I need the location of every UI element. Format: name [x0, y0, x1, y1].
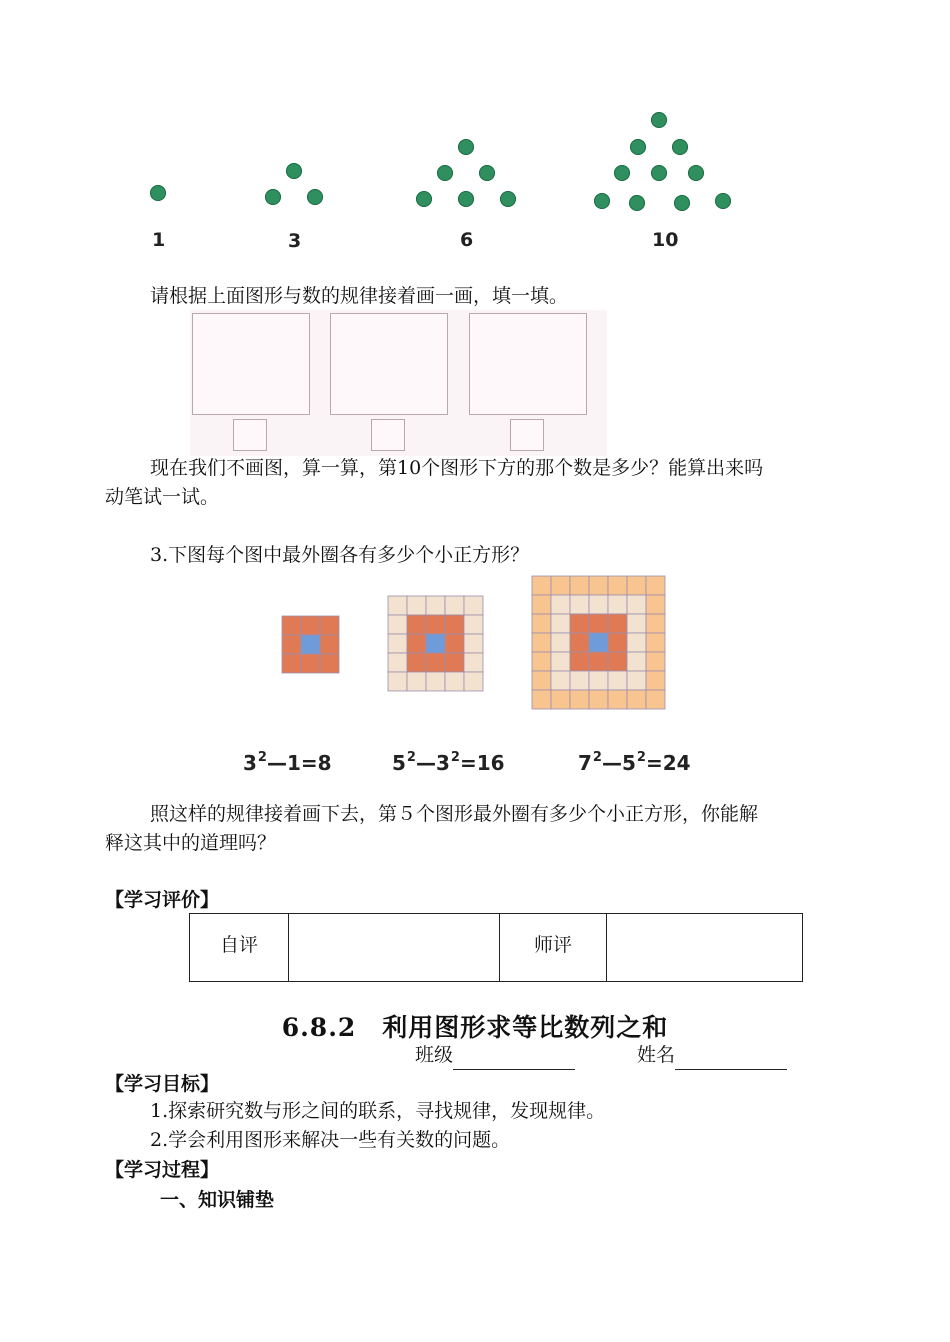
grid-cell [589, 576, 608, 595]
grid-cell [464, 653, 483, 672]
question-3: 3.下图每个图中最外圈各有多少个小正方形？ [150, 544, 530, 566]
grid-cell [608, 652, 627, 671]
dot [688, 165, 704, 181]
minus-sign: — [266, 751, 287, 775]
drawing-area[interactable] [190, 310, 607, 456]
self-eval-field[interactable] [289, 914, 500, 982]
grid-cell [589, 652, 608, 671]
dot [672, 139, 688, 155]
grid-cell [551, 576, 570, 595]
grid-cell [407, 596, 426, 615]
class-label: 班级 [415, 1044, 454, 1066]
teacher-eval-field[interactable] [607, 914, 803, 982]
dot [715, 193, 731, 209]
goals-heading: 【学习目标】 [105, 1073, 220, 1095]
grid-cell [282, 654, 301, 673]
equals-sign: = [459, 751, 477, 775]
question-5th-line-2: 释这其中的道理吗？ [105, 832, 277, 854]
grid-cell [589, 614, 608, 633]
formula-exponent: 2 [592, 750, 602, 765]
grid-cell [320, 654, 339, 673]
grid-cell [426, 596, 445, 615]
dot [286, 163, 302, 179]
formula-result: 8 [317, 751, 332, 775]
dot [674, 195, 690, 211]
grid-cell [646, 671, 665, 690]
formula-subtrahend: 3 [435, 751, 450, 775]
answer-box-3[interactable] [510, 419, 544, 451]
dot [458, 139, 474, 155]
formula-2 [392, 750, 505, 775]
grid-cell [608, 633, 627, 652]
grid-cell [407, 615, 426, 634]
formula-subtrahend: 1 [286, 751, 301, 775]
grid-cell [551, 595, 570, 614]
square-figure-7x7 [532, 576, 665, 709]
dot [437, 165, 453, 181]
grid-cell [627, 614, 646, 633]
dot [594, 193, 610, 209]
dot [630, 139, 646, 155]
dot [307, 189, 323, 205]
square-figures [270, 570, 680, 720]
square-figure-3x3 [282, 616, 339, 673]
question-5th-line-1: 照这样的规律接着画下去，第５个图形最外圈有多少个小正方形，你能解 [150, 803, 759, 825]
process-heading: 【学习过程】 [105, 1159, 220, 1181]
grid-cell [570, 652, 589, 671]
grid-cell [445, 596, 464, 615]
grid-cell [570, 576, 589, 595]
grid-cell [627, 576, 646, 595]
question-10th-line-1: 现在我们不画图，算一算，第10个图形下方的那个数是多少？能算出来吗 [150, 457, 764, 479]
formula-3 [578, 750, 691, 775]
grid-cell [388, 653, 407, 672]
grid-cell [551, 690, 570, 709]
formula-exponent: 2 [406, 750, 416, 765]
grid-cell [532, 671, 551, 690]
grid-cell [551, 652, 570, 671]
formula-result: 16 [476, 751, 505, 775]
grid-cell [301, 635, 320, 654]
grid-cell [426, 634, 445, 653]
name-blank[interactable] [675, 1047, 787, 1070]
dot [629, 195, 645, 211]
grid-cell [426, 615, 445, 634]
formula-base: 7 [578, 751, 592, 775]
grid-cell [570, 614, 589, 633]
evaluation-table [189, 913, 803, 982]
grid-cell [445, 672, 464, 691]
goal-item-1: 1.探索研究数与形之间的联系，寻找规律，发现规律。 [150, 1100, 606, 1122]
grid-cell [627, 652, 646, 671]
dot [416, 191, 432, 207]
dot [651, 165, 667, 181]
section-title: 6.8.2 利用图形求等比数列之和 [281, 1013, 669, 1042]
grid-cell [464, 615, 483, 634]
figure-label-1: 1 [152, 229, 166, 251]
grid-cell [589, 690, 608, 709]
formula-result: 24 [662, 751, 691, 775]
grid-cell [570, 690, 589, 709]
teacher-eval-label: 师评 [500, 914, 607, 982]
grid-cell [388, 672, 407, 691]
formula-exponent: 2 [636, 750, 646, 765]
answer-box-1[interactable] [233, 419, 267, 451]
grid-cell [646, 576, 665, 595]
formula-exponent: 2 [257, 750, 267, 765]
minus-sign: — [415, 751, 436, 775]
dot [265, 189, 281, 205]
grid-cell [608, 690, 627, 709]
grid-cell [532, 690, 551, 709]
grid-cell [627, 633, 646, 652]
grid-cell [589, 595, 608, 614]
grid-cell [407, 653, 426, 672]
grid-cell [551, 671, 570, 690]
grid-cell [301, 654, 320, 673]
grid-cell [282, 616, 301, 635]
evaluation-heading: 【学习评价】 [105, 889, 220, 911]
square-figure-5x5 [388, 596, 483, 691]
grid-cell [407, 634, 426, 653]
dot [614, 165, 630, 181]
grid-cell [464, 596, 483, 615]
grid-cell [570, 595, 589, 614]
formula-base: 5 [392, 751, 406, 775]
grid-cell [464, 634, 483, 653]
grid-cell [551, 614, 570, 633]
dot [500, 191, 516, 207]
draw-box-2[interactable] [330, 313, 448, 415]
grid-cell [646, 633, 665, 652]
dot [458, 191, 474, 207]
minus-sign: — [601, 751, 622, 775]
grid-cell [589, 671, 608, 690]
grid-cell [426, 653, 445, 672]
grid-cell [532, 633, 551, 652]
formula-base: 3 [243, 751, 257, 775]
grid-cell [532, 595, 551, 614]
grid-cell [646, 690, 665, 709]
draw-box-1[interactable] [192, 313, 310, 415]
question-10th-line-2: 动笔试一试。 [105, 486, 220, 508]
grid-cell [627, 595, 646, 614]
grid-cell [646, 595, 665, 614]
grid-cell [608, 595, 627, 614]
formula-subtrahend: 5 [621, 751, 636, 775]
grid-cell [445, 634, 464, 653]
grid-cell [532, 652, 551, 671]
formula-exponent: 2 [450, 750, 460, 765]
draw-box-3[interactable] [469, 313, 587, 415]
grid-cell [282, 635, 301, 654]
equals-sign: = [300, 751, 318, 775]
grid-cell [608, 671, 627, 690]
grid-cell [627, 671, 646, 690]
figure-label-4: 10 [652, 229, 679, 251]
grid-cell [445, 653, 464, 672]
dot [651, 112, 667, 128]
grid-cell [426, 672, 445, 691]
formula-1 [243, 750, 332, 775]
name-field [637, 1041, 787, 1070]
class-blank[interactable] [453, 1047, 575, 1070]
grid-cell [464, 672, 483, 691]
dot [479, 165, 495, 181]
name-label: 姓名 [637, 1044, 676, 1066]
grid-cell [532, 576, 551, 595]
grid-cell [388, 634, 407, 653]
grid-cell [551, 633, 570, 652]
grid-cell [646, 652, 665, 671]
grid-cell [301, 616, 320, 635]
grid-cell [646, 614, 665, 633]
grid-cell [388, 596, 407, 615]
grid-cell [532, 614, 551, 633]
figure-label-2: 3 [288, 230, 302, 252]
class-field [415, 1041, 575, 1070]
grid-cell [388, 615, 407, 634]
grid-cell [320, 616, 339, 635]
grid-cell [589, 633, 608, 652]
grid-cell [445, 615, 464, 634]
grid-cell [320, 635, 339, 654]
instruction-text: 请根据上面图形与数的规律接着画一画，填一填。 [150, 285, 569, 307]
grid-cell [627, 690, 646, 709]
answer-box-2[interactable] [371, 419, 405, 451]
grid-cell [570, 671, 589, 690]
equals-sign: = [645, 751, 663, 775]
figure-label-3: 6 [460, 229, 474, 251]
grid-cell [570, 633, 589, 652]
grid-cell [608, 614, 627, 633]
goal-item-2: 2.学会利用图形来解决一些有关数的问题。 [150, 1129, 511, 1151]
self-eval-label: 自评 [190, 914, 289, 982]
grid-cell [407, 672, 426, 691]
dot [150, 185, 166, 201]
grid-cell [608, 576, 627, 595]
process-subheading: 一、知识铺垫 [160, 1189, 275, 1211]
